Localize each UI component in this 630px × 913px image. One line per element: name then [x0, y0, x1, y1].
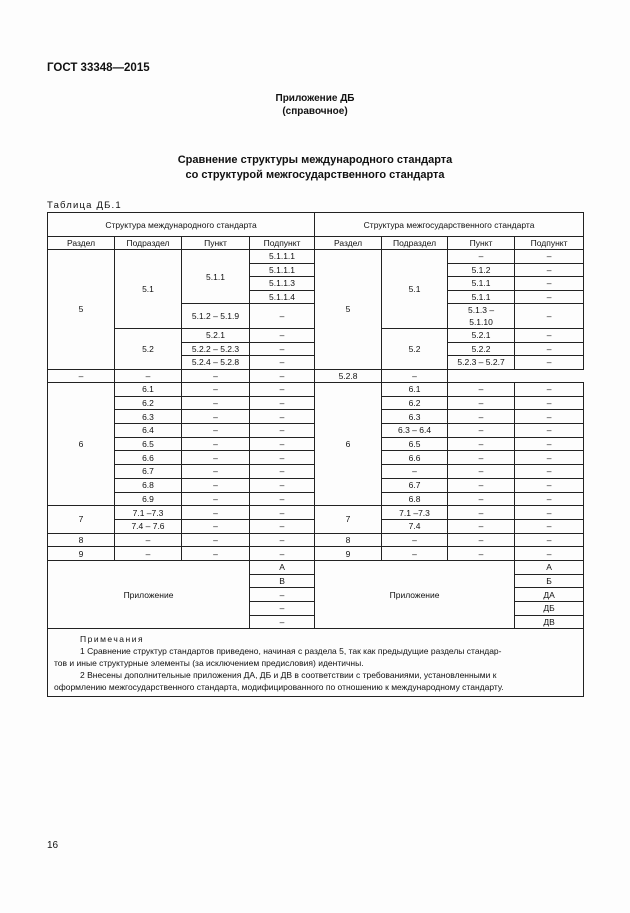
table-cell: –	[250, 424, 315, 438]
table-cell: –	[448, 547, 515, 561]
table-cell: –	[250, 615, 315, 629]
table-cell: 5.2	[382, 329, 448, 370]
table-cell: 5.1.1.1	[250, 263, 315, 277]
table-notes-row	[48, 629, 584, 697]
int-appendix-label: Приложение	[48, 560, 250, 628]
table-cell: 6.3 – 6.4	[382, 424, 448, 438]
table-cell: 8	[48, 533, 115, 547]
table-cell: 7.4	[382, 519, 448, 533]
table-cell: –	[448, 533, 515, 547]
table-cell: –	[515, 383, 584, 397]
table-cell: –	[515, 547, 584, 561]
table-cell: 6	[48, 383, 115, 506]
table-row	[48, 506, 584, 520]
table-cell: –	[182, 437, 250, 451]
table-cell: –	[382, 369, 448, 383]
table-cell: –	[515, 465, 584, 479]
table-cell: 6.4	[115, 424, 182, 438]
table-label: Таблица ДБ.1	[47, 200, 122, 211]
col-header: Раздел	[48, 237, 115, 250]
table-cell: –	[448, 250, 515, 264]
table-cell: 6.9	[115, 492, 182, 506]
table-cell: 5.2.3 – 5.2.7	[448, 356, 515, 370]
table-row	[48, 547, 584, 561]
table-cell: 5.1.2 – 5.1.9	[182, 304, 250, 329]
annex-title: Приложение ДБ	[275, 93, 355, 104]
table-cell: –	[382, 533, 448, 547]
table-cell: –	[515, 277, 584, 291]
col-header: Пункт	[448, 237, 515, 250]
table-cell: 5.1.1.3	[250, 277, 315, 291]
table-cell: –	[250, 437, 315, 451]
table-cell: 5.2.2	[448, 342, 515, 356]
table-cell: 7.1 –7.3	[115, 506, 182, 520]
table-cell: 5.1.1.4	[250, 290, 315, 304]
table-cell: –	[250, 533, 315, 547]
table-cell: –	[250, 410, 315, 424]
table-cell: 5.1.1	[448, 290, 515, 304]
table-cell: 6.3	[115, 410, 182, 424]
table-cell: –	[515, 263, 584, 277]
table-cell: ДА	[515, 588, 584, 602]
table-cell: –	[515, 424, 584, 438]
table-cell: 6.1	[382, 383, 448, 397]
table-row	[48, 533, 584, 547]
table-cell: 6.2	[382, 396, 448, 410]
table-cell: –	[515, 519, 584, 533]
table-cell: –	[515, 396, 584, 410]
table-cell: –	[182, 478, 250, 492]
table-cell: 6.8	[382, 492, 448, 506]
table-cell: –	[182, 410, 250, 424]
table-cell: 5.1.1	[182, 250, 250, 304]
table-cell: 8	[315, 533, 382, 547]
table-cell: –	[448, 410, 515, 424]
table-cell: ДБ	[515, 602, 584, 616]
table-cell: –	[250, 588, 315, 602]
col-header: Подраздел	[382, 237, 448, 250]
table-cell: –	[250, 356, 315, 370]
table-cell: 5.1.3 – 5.1.10	[448, 304, 515, 329]
table-cell: –	[515, 250, 584, 264]
table-cell: 6.6	[115, 451, 182, 465]
table-cell: –	[515, 304, 584, 329]
table-cell: –	[250, 396, 315, 410]
table-cell: –	[515, 492, 584, 506]
table-cell: –	[448, 451, 515, 465]
table-cell: –	[250, 492, 315, 506]
table-cell: –	[448, 437, 515, 451]
table-cell: 6.2	[115, 396, 182, 410]
table-cell: –	[250, 602, 315, 616]
col-header: Подраздел	[115, 237, 182, 250]
table-cell: –	[515, 437, 584, 451]
table-cell: –	[182, 492, 250, 506]
table-row	[48, 383, 584, 397]
table-cell: –	[182, 547, 250, 561]
table-cell: 6	[315, 383, 382, 506]
table-group-header-row	[48, 213, 584, 237]
table-cell: –	[182, 451, 250, 465]
table-cell: –	[182, 424, 250, 438]
table-cell: –	[250, 304, 315, 329]
table-cell: 6.1	[115, 383, 182, 397]
page-title	[0, 153, 630, 183]
table-cell: –	[182, 383, 250, 397]
table-cell: –	[250, 465, 315, 479]
note-1-line-2: тов и иные структурные элементы (за исключением предисловия) идентичны.	[54, 658, 364, 669]
table-cell: –	[250, 451, 315, 465]
table-cell: –	[382, 465, 448, 479]
table-cell: –	[182, 506, 250, 520]
table-cell: 7.4 – 7.6	[115, 519, 182, 533]
table-row	[48, 369, 584, 383]
table-cell: –	[48, 369, 115, 383]
col-header: Подпункт	[250, 237, 315, 250]
page-number: 16	[47, 840, 59, 851]
table-cell: 5.1	[382, 250, 448, 329]
table-cell: 5	[48, 250, 115, 370]
col-header: Раздел	[315, 237, 382, 250]
table-cell: 9	[315, 547, 382, 561]
table-cell: –	[515, 342, 584, 356]
table-cell: 9	[48, 547, 115, 561]
table-cell: –	[250, 506, 315, 520]
table-cell: –	[250, 478, 315, 492]
table-row	[48, 560, 584, 574]
table-cell: –	[448, 465, 515, 479]
table-cell: 5.2.2 – 5.2.3	[182, 342, 250, 356]
table-cell: 5.2.8	[315, 369, 382, 383]
table-cell: –	[182, 369, 250, 383]
table-cell: –	[515, 533, 584, 547]
table-cell: 5.1.1	[448, 277, 515, 291]
table-cell: –	[182, 396, 250, 410]
table-cell: –	[448, 478, 515, 492]
table-cell: –	[182, 465, 250, 479]
table-cell: –	[250, 369, 315, 383]
table-cell: 6.5	[115, 437, 182, 451]
nat-appendix-label: Приложение	[315, 560, 515, 628]
table-cell: 5.2	[115, 329, 182, 370]
table-cell: –	[448, 519, 515, 533]
table-cell: –	[448, 396, 515, 410]
int-structure-header: Структура международного стандарта	[48, 213, 315, 237]
table-cell: –	[448, 424, 515, 438]
table-cell: ДВ	[515, 615, 584, 629]
table-cell: –	[448, 506, 515, 520]
table-column-header-row	[48, 237, 584, 250]
table-cell: 5.1	[115, 250, 182, 329]
table-cell: –	[382, 547, 448, 561]
table-cell: –	[515, 329, 584, 343]
table-cell: –	[115, 533, 182, 547]
table-cell: –	[250, 519, 315, 533]
table-cell: –	[250, 547, 315, 561]
table-cell: –	[448, 383, 515, 397]
table-cell: 5	[315, 250, 382, 370]
table-cell: А	[250, 560, 315, 574]
table-cell: 7	[315, 506, 382, 533]
table-cell: –	[250, 383, 315, 397]
note-1-line-1: 1 Сравнение структур стандартов приведено, начиная с раздела 5, так как предыдущие разделы стандар-	[80, 646, 502, 657]
table-row	[48, 250, 584, 264]
table-cell: –	[448, 492, 515, 506]
table-cell: 6.8	[115, 478, 182, 492]
table-cell: В	[250, 574, 315, 588]
table-cell: 7	[48, 506, 115, 533]
document-code: ГОСТ 33348—2015	[47, 62, 150, 74]
table-cell: –	[250, 329, 315, 343]
page-title-line-2: со структурой межгосударственного стандарта	[185, 169, 445, 181]
col-header: Пункт	[182, 237, 250, 250]
table-cell: А	[515, 560, 584, 574]
nat-structure-header: Структура межгосударственного стандарта	[315, 213, 584, 237]
table-cell: 6.6	[382, 451, 448, 465]
table-cell: 6.7	[382, 478, 448, 492]
annex-subtitle: (справочное)	[282, 106, 348, 117]
table-cell: –	[182, 519, 250, 533]
table-cell: 5.2.1	[448, 329, 515, 343]
table-cell: –	[115, 547, 182, 561]
table-cell: –	[515, 506, 584, 520]
table-cell: 5.1.2	[448, 263, 515, 277]
table-cell: –	[515, 410, 584, 424]
table-notes	[48, 629, 584, 697]
page-title-line-1: Сравнение структуры международного стандарта	[177, 154, 453, 166]
table-cell: 5.2.4 – 5.2.8	[182, 356, 250, 370]
table-cell: Б	[515, 574, 584, 588]
table-cell: –	[515, 451, 584, 465]
table-cell: 5.2.1	[182, 329, 250, 343]
table-cell: –	[515, 290, 584, 304]
table-cell: 6.3	[382, 410, 448, 424]
annex-heading	[0, 92, 630, 118]
table-cell: 6.5	[382, 437, 448, 451]
table-cell: 5.1.1.1	[250, 250, 315, 264]
table-cell: –	[515, 356, 584, 370]
table-cell: 6.7	[115, 465, 182, 479]
table-cell: –	[115, 369, 182, 383]
note-2-line-2: оформлению межгосударственного стандарта, модифицированного по отношению к международному стандарту.	[54, 682, 504, 693]
col-header: Подпункт	[515, 237, 584, 250]
table-cell: –	[182, 533, 250, 547]
notes-title: Примечания	[80, 634, 145, 645]
comparison-table	[47, 212, 584, 697]
table-cell: –	[515, 478, 584, 492]
table-cell: –	[250, 342, 315, 356]
note-2-line-1: 2 Внесены дополнительные приложения ДА, ДБ и ДВ в соответствии с требованиями, установленными к	[80, 670, 497, 681]
table-cell: 7.1 –7.3	[382, 506, 448, 520]
